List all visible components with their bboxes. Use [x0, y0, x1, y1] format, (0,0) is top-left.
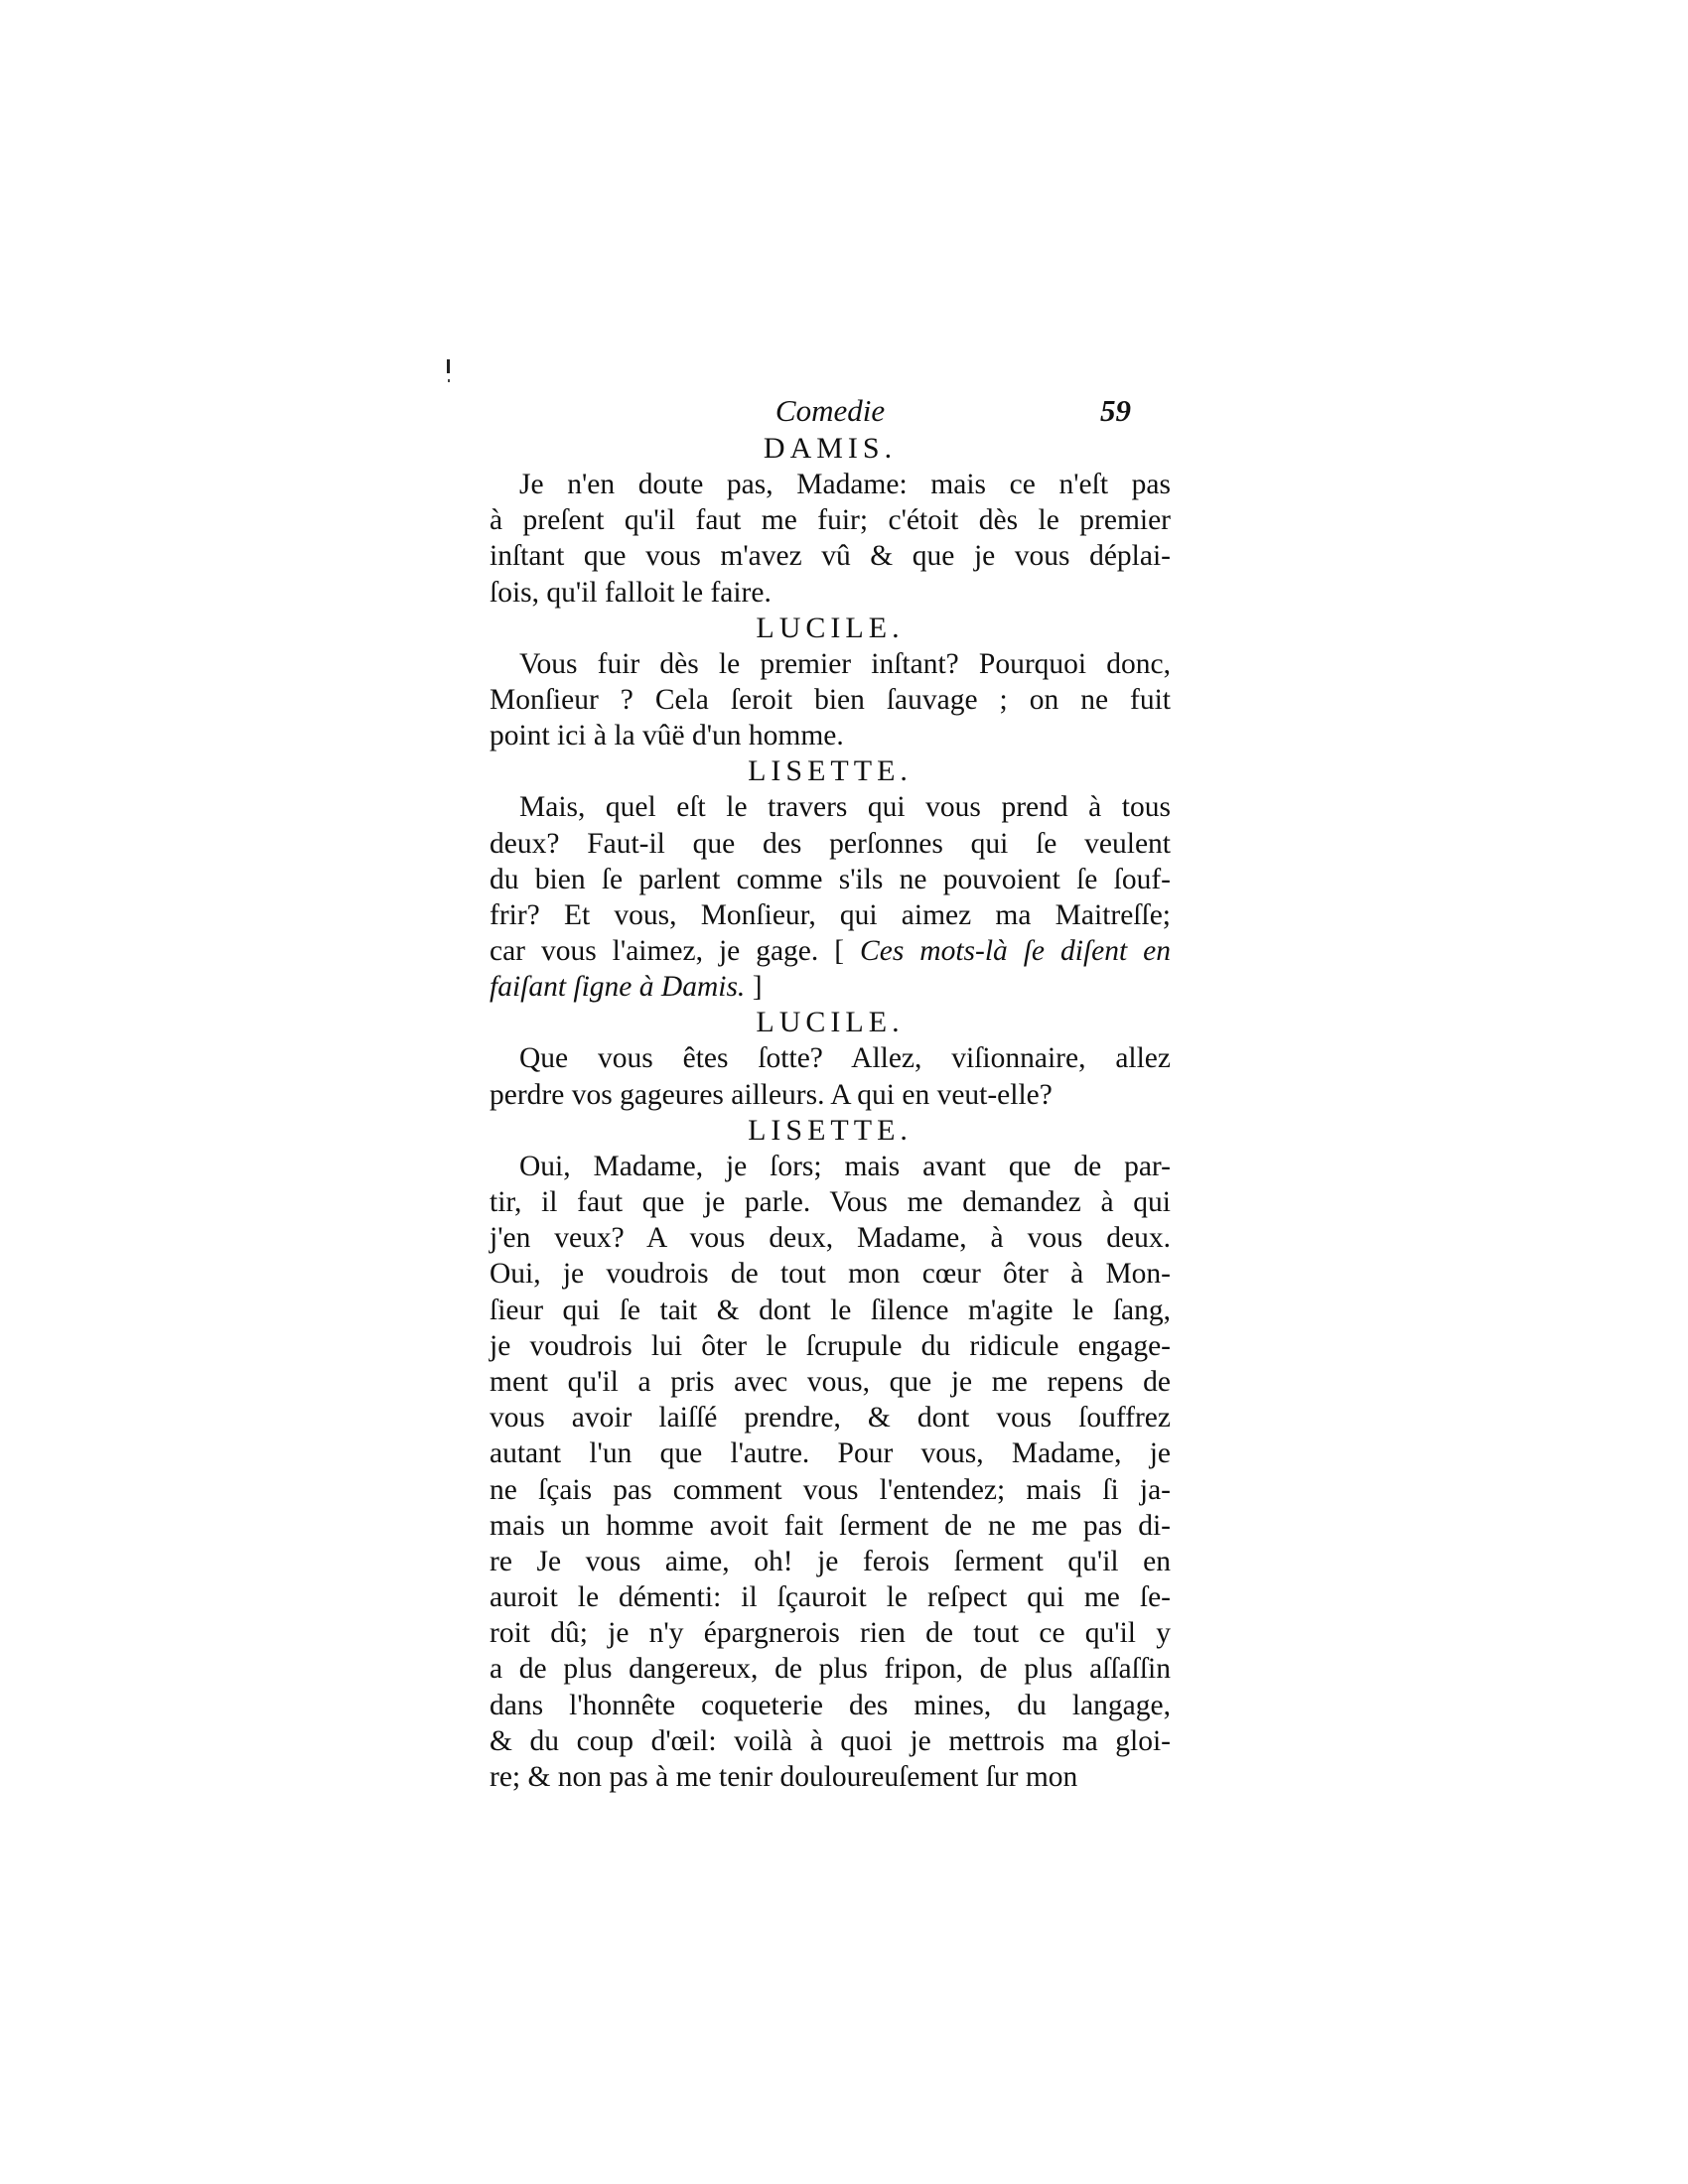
text-line: frir? Et vous, Monſieur, qui aimez ma Maitreſſe;	[490, 898, 1171, 931]
text-line: faiſant ſigne à Damis. ]	[490, 971, 763, 1004]
text-line: dans l'honnête coqueterie des mines, du langage,	[490, 1689, 1171, 1721]
speaker-name: LISETTE.	[748, 1113, 913, 1147]
text-line: tir, il faut que je parle. Vous me demandez à qui	[490, 1186, 1171, 1218]
text-line: & du coup d'œil: voilà à quoi je mettrois ma gloi-	[490, 1724, 1171, 1757]
text-line: mais un homme avoit fait ſerment de ne me pas di-	[490, 1509, 1171, 1542]
text-line: re; & non pas à me tenir douloureuſement ſur mon	[490, 1761, 1078, 1793]
page-number: 59	[1100, 393, 1131, 428]
text-line: vous avoir laiſſé prendre, & dont vous ſouffrez	[490, 1402, 1171, 1434]
stage-direction: Ces mots-là ſe diſent en	[844, 935, 1171, 968]
margin-mark-dot	[448, 379, 450, 382]
text-line: car vous l'aimez, je gage. [ Ces mots-là ſe diſent en	[490, 935, 1171, 968]
text-line: du bien ſe parlent comme s'ils ne pouvoient ſe ſouf-	[490, 863, 1171, 895]
text-line: a de plus dangereux, de plus fripon, de plus aſſaſſin	[490, 1653, 1171, 1686]
running-title: Comedie	[774, 393, 886, 428]
text-line: Mais, quel eſt le travers qui vous prend à tous	[519, 791, 1171, 824]
text-line: Oui, Madame, je ſors; mais avant que de par-	[519, 1150, 1171, 1182]
text-line: j'en veux? A vous deux, Madame, à vous deux.	[490, 1222, 1171, 1255]
book-page	[490, 393, 1171, 1795]
stage-direction: faiſant ſigne à Damis.	[490, 971, 753, 1004]
text-line: roit dû; je n'y épargnerois rien de tout ce qu'il y	[490, 1617, 1171, 1650]
text-line: Je n'en doute pas, Madame: mais ce n'eſt pas	[519, 469, 1171, 500]
speaker-name: LUCILE.	[756, 611, 905, 644]
speaker-name: DAMIS.	[763, 432, 898, 465]
text-line: Que vous êtes ſotte? Allez, viſionnaire, allez	[519, 1042, 1171, 1075]
text-line: Monſieur ? Cela ſeroit bien ſauvage ; on ne fuit	[490, 683, 1171, 716]
text-line: Oui, je voudrois de tout mon cœur ôter à Mon-	[490, 1258, 1171, 1291]
text-line: à preſent qu'il faut me fuir; c'étoit dès le premier	[490, 504, 1171, 537]
speaker-name: LISETTE.	[748, 754, 913, 788]
text-line: Vous fuir dès le premier inſtant? Pourquoi donc,	[519, 647, 1171, 680]
text-line: ſieur qui ſe tait & dont le ſilence m'agite le ſang,	[490, 1294, 1171, 1326]
text-line: auroit le démenti: il ſçauroit le reſpect qui me ſe-	[490, 1581, 1171, 1614]
text-line: ne ſçais pas comment vous l'entendez; mais ſi ja-	[490, 1473, 1171, 1506]
text-line: je voudrois lui ôter le ſcrupule du ridicule engage-	[490, 1329, 1171, 1362]
text-line: ment qu'il a pris avec vous, que je me repens de	[490, 1365, 1171, 1398]
text-line: autant l'un que l'autre. Pour vous, Madame, je	[490, 1437, 1171, 1470]
text-line: inſtant que vous m'avez vû & que je vous déplai-	[490, 540, 1171, 573]
text-line: point ici à la vûë d'un homme.	[490, 720, 844, 752]
text-line: ſois, qu'il falloit le faire.	[490, 576, 772, 609]
margin-mark	[447, 359, 450, 373]
page-header	[490, 393, 1171, 431]
text-line: re Je vous aime, oh! je ferois ſerment qu'il en	[490, 1545, 1171, 1577]
dialogue-body	[490, 431, 1171, 1795]
text-line: perdre vos gageures ailleurs. A qui en veut-elle?	[490, 1078, 1053, 1111]
speaker-name: LUCILE.	[756, 1006, 905, 1039]
text-line: deux? Faut-il que des perſonnes qui ſe veulent	[490, 827, 1171, 860]
